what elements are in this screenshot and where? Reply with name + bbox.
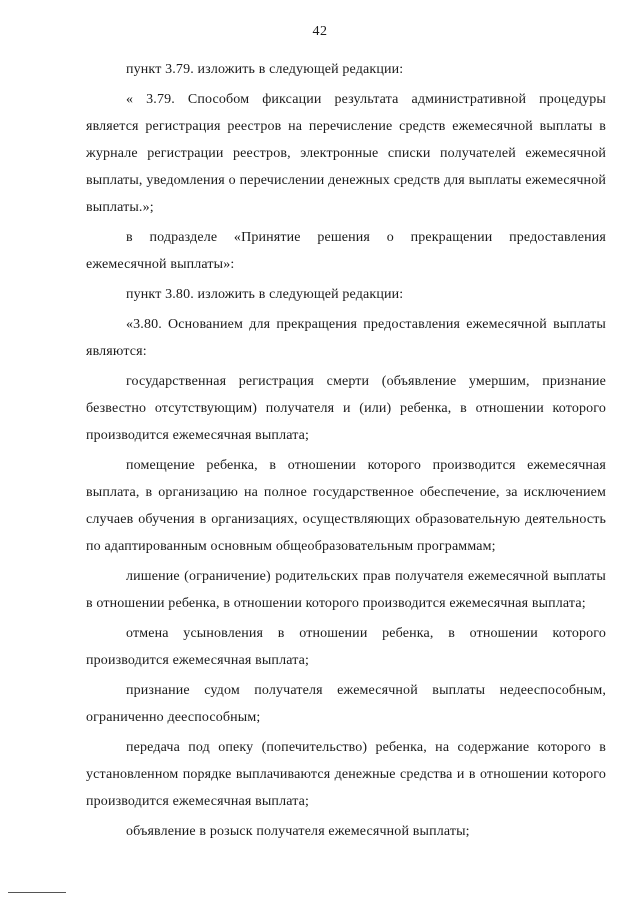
paragraph: лишение (ограничение) родительских прав получателя ежемесячной выплаты в отношении ребенка, в отношении которого производится ежемесячная выплата; — [86, 569, 606, 611]
paragraph: отмена усыновления в отношении ребенка, в отношении которого производится ежемесячная выплата; — [86, 626, 606, 668]
paragraph: государственная регистрация смерти (объявление умершим, признание безвестно отсутствующим) получателя и (или) ребенка, в отношении которого производится ежемесячная выплата; — [86, 374, 606, 443]
paragraph: «3.80. Основанием для прекращения предоставления ежемесячной выплаты являются: — [86, 317, 606, 359]
paragraph: пункт 3.79. изложить в следующей редакции: — [126, 62, 404, 77]
paragraph: передача под опеку (попечительство) ребенка, на содержание которого в установленном порядке выплачиваются денежные средства и в отношении которого производится ежемесячная выплата; — [86, 740, 606, 809]
document-body — [86, 56, 606, 848]
page-number: 42 — [312, 24, 328, 39]
paragraph: помещение ребенка, в отношении которого производится ежемесячная выплата, в организацию на полное государственное обеспечение, за исключением случаев обучения в организациях, осуществляющих образовательную деятельность по адаптированным основным общеобразовательным программам; — [86, 458, 606, 554]
paragraph: в подразделе «Принятие решения о прекращении предоставления ежемесячной выплаты»: — [86, 230, 606, 272]
paragraph: признание судом получателя ежемесячной выплаты недееспособным, ограниченно дееспособным; — [86, 683, 606, 725]
paragraph: объявление в розыск получателя ежемесячной выплаты; — [126, 824, 470, 839]
paragraph: « 3.79. Способом фиксации результата административной процедуры является регистрация реестров на перечисление средств ежемесячной выплаты в журнале регистрации реестров, электронные списки получателей ежемесячной выплаты, уведомления о перечислении денежных средств для выплаты ежемесячной выплаты.»; — [86, 92, 606, 215]
paragraph: пункт 3.80. изложить в следующей редакции: — [126, 287, 404, 302]
footnote-separator — [8, 892, 66, 893]
